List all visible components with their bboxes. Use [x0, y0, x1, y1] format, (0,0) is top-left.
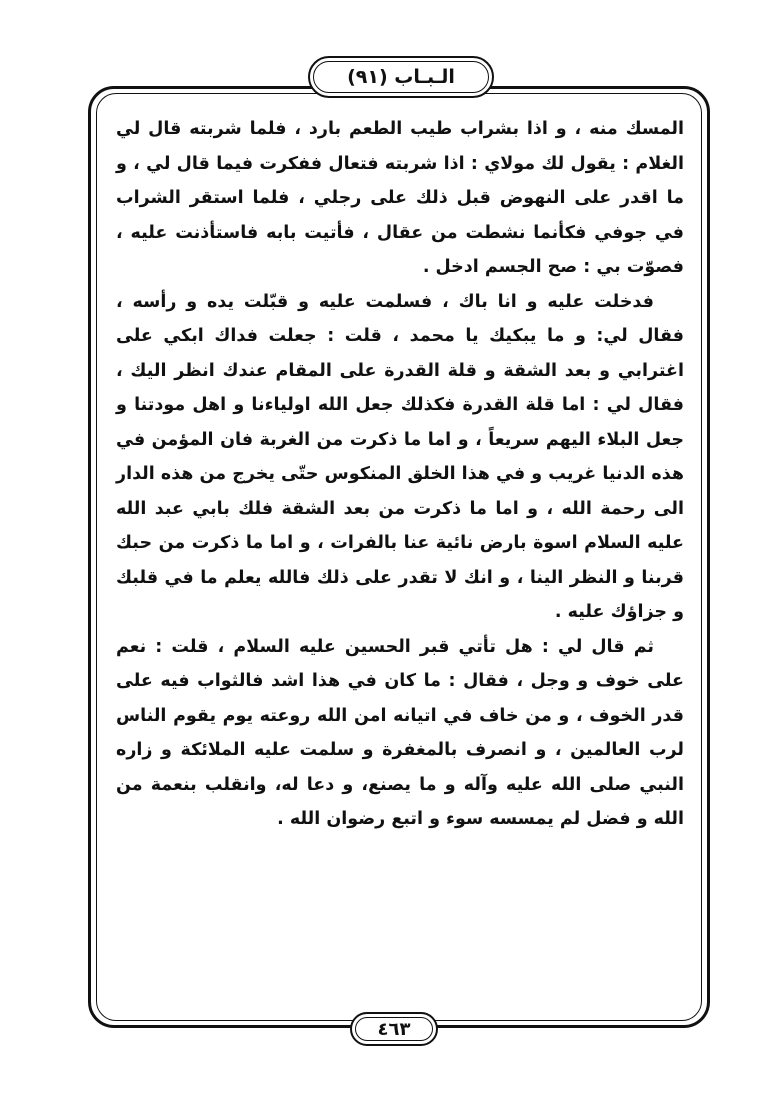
body-text [116, 112, 684, 837]
paragraph-1: المسك منه ، و اذا بشراب طيب الطعم بارد ، فلما شربته قال لي الغلام : يقول لك مولاي : اذا شربته فتعال ففكرت فيما قال لي ، و ما اقدر على النهوض قبل ذلك على رجلي ، فلما استقر الشراب في جوفي فكأنما نشطت من عقال ، فأتيت بابه فاستأذنت عليه ، فصوّت بي : صح الجسم ادخل . [116, 119, 684, 277]
chapter-title: الـبـاب (٩١) [347, 66, 455, 88]
page-number: ٤٦٣ [377, 1018, 411, 1040]
page-number-badge [350, 1012, 438, 1046]
chapter-title-badge [308, 56, 494, 98]
paragraph-2: فدخلت عليه و انا باك ، فسلمت عليه و قبّلت يده و رأسه ، فقال لي: و ما يبكيك يا محمد ، قلت : جعلت فداك ابكي على اغترابي و بعد الشقة و قلة القدرة على المقام عندك انظر اليك ، فقال لي : اما قلة القدرة فكذلك جعل الله اولياءنا و اهل مودتنا و جعل البلاء اليهم سريعاً ، و اما ما ذكرت من الغربة فان المؤمن في هذه الدنيا غريب و في هذا الخلق المنكوس حتّى يخرج من هذه الدار الى رحمة الله ، و اما ما ذكرت من بعد الشقة فلك بابي عبد الله عليه السلام اسوة بارض نائية عنا بالفرات ، و اما ما ذكرت من حبك قربنا و النظر الينا ، و انك لا تقدر على ذلك فالله يعلم ما في قلبك و جزاؤك عليه . [116, 291, 684, 622]
paragraph-3: ثم قال لي : هل تأتي قبر الحسين عليه السلام ، قلت : نعم على خوف و وجل ، فقال : ما كان في هذا اشد فالثواب فيه على قدر الخوف ، و من خاف في اتيانه امن الله روعته يوم يقوم الناس لرب العالمين ، و انصرف بالمغفرة و سلمت عليه الملائكة و زاره النبي صلى الله عليه وآله و ما يصنع، و دعا له، وانقلب بنعمة من الله و فضل لم يمسسه سوء و اتبع رضوان الله . [116, 636, 684, 829]
